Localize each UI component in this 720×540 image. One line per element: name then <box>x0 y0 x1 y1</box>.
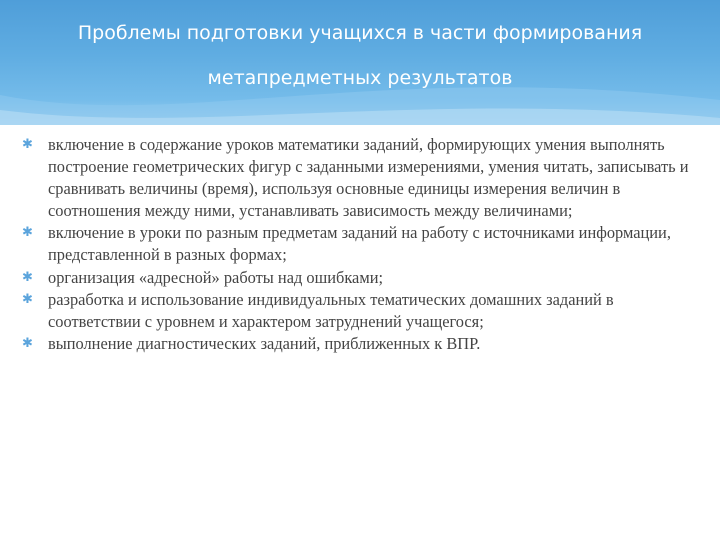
asterisk-bullet-icon: ✱ <box>22 137 33 152</box>
title-header-band <box>0 0 720 125</box>
list-item <box>22 267 702 289</box>
list-item-text: включение в уроки по разным предметам заданий на работу с источниками информации, представленной в разных формах; <box>48 223 671 265</box>
asterisk-bullet-icon: ✱ <box>22 291 33 307</box>
slide-title-line2: метапредметных результатов <box>207 67 513 89</box>
list-item-text: разработка и использование индивидуальных тематических домашних заданий в соответствии с уровнем и характером затруднений учащегося; <box>48 289 614 331</box>
list-item <box>22 134 702 222</box>
asterisk-bullet-icon: ✱ <box>22 269 33 285</box>
asterisk-bullet-icon: ✱ <box>22 335 33 351</box>
list-item <box>22 289 702 333</box>
slide-title <box>0 0 720 125</box>
list-item-text: включение в содержание уроков математики заданий, формирующих умения выполнять построение геометрических фигур с заданными измерениями, умения читать, записывать и сравнивать величины (время), используя основные единицы измерения величин в соотношения между ними, устанавливать зависимость между величинами; <box>48 135 689 221</box>
bullet-list <box>22 134 702 355</box>
list-item <box>22 333 702 355</box>
bullet-list-container <box>22 134 702 355</box>
slide-title-line1: Проблемы подготовки учащихся в части формирования <box>77 22 643 44</box>
list-item-text: выполнение диагностических заданий, приближенных к ВПР. <box>48 333 481 353</box>
list-item <box>22 222 702 266</box>
list-item-text: организация «адресной» работы над ошибками; <box>48 267 384 287</box>
asterisk-bullet-icon: ✱ <box>22 225 33 241</box>
